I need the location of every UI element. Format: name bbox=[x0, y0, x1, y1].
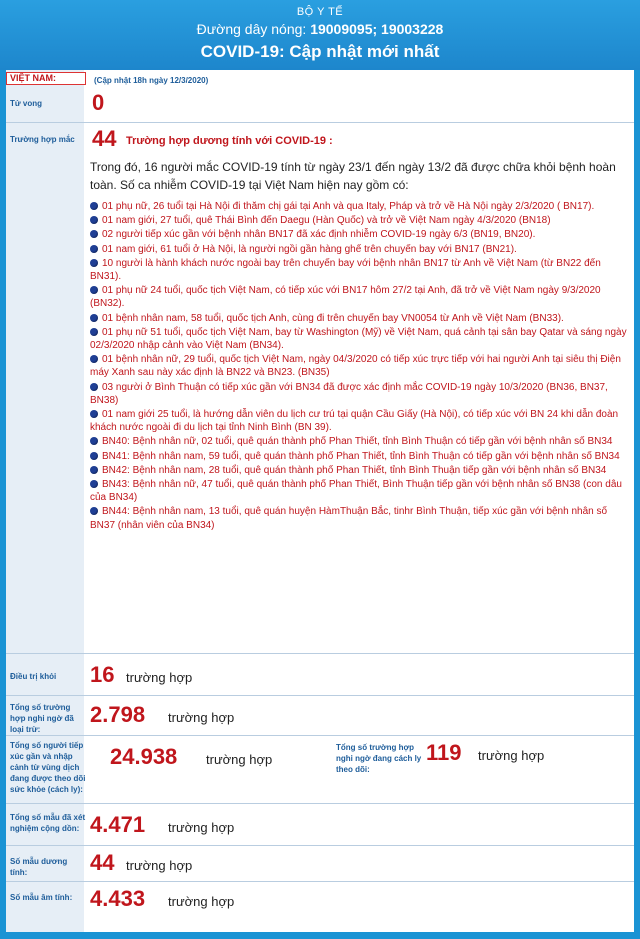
bullet-icon bbox=[90, 410, 98, 418]
case-list bbox=[90, 200, 630, 533]
case-list-item bbox=[90, 284, 630, 310]
case-list-item-text: BN42: Bệnh nhân nam, 28 tuổi, quê quán thành phố Phan Thiết, tỉnh Bình Thuận tiếp gần với bệnh nhân số BN34 bbox=[102, 464, 607, 476]
bullet-icon bbox=[90, 202, 98, 210]
suspected-value: 2.798 bbox=[90, 702, 146, 727]
case-list-item bbox=[90, 464, 630, 477]
bullet-icon bbox=[90, 452, 98, 460]
case-list-item bbox=[90, 381, 630, 407]
tested-unit: trường hợp bbox=[168, 820, 235, 835]
hotline-numbers[interactable]: 19009095; 19003228 bbox=[310, 21, 444, 37]
cases-label: Trường hợp mắc bbox=[10, 135, 75, 144]
case-list-item bbox=[90, 312, 630, 325]
case-list-item-text: BN44: Bệnh nhân nam, 13 tuổi, quê quán huyện HàmThuận Bắc, tinhr Bình Thuận, tiếp xúc gần với bệnh nhân số BN37 (nhân viên của BN34) bbox=[90, 506, 608, 531]
case-list-item-text: 01 nam giới 25 tuổi, là hướng dẫn viên du lịch cư trú tại quận Cầu Giấy (Hà Nội), có tiếp xúc với BN 24 khi dẫn đoàn khách nước ngoài đi du lịch tại tỉnh Ninh Bình (BN 39). bbox=[90, 409, 619, 434]
tested-label: Tổng số mẫu đã xét nghiệm cộng dồn: bbox=[10, 813, 86, 833]
monitored-label: Tổng số người tiếp xúc gần và nhập cảnh từ vùng dịch đang được theo dõi sức khỏe (cách ly): bbox=[10, 741, 86, 794]
divider bbox=[6, 695, 634, 696]
negative-value: 4.433 bbox=[90, 886, 146, 911]
bullet-icon bbox=[90, 314, 98, 322]
isolated-suspected-value: 119 bbox=[426, 740, 462, 765]
bullet-icon bbox=[90, 230, 98, 238]
case-list-item-text: 01 phụ nữ 51 tuổi, quốc tịch Việt Nam, bay từ Washington (Mỹ) về Việt Nam, quá cảnh tại sân bay Qatar và sáng ngày 02/3/2020 nhập cảnh vào Việt Nam (BN34). bbox=[90, 326, 627, 352]
recovered-value: 16 bbox=[90, 662, 115, 687]
recovered-unit: trường hợp bbox=[126, 670, 193, 685]
bullet-icon bbox=[90, 383, 98, 391]
recovered-label: Điều trị khỏi bbox=[10, 672, 57, 681]
stats-card bbox=[6, 70, 634, 932]
negative-label: Số mẫu âm tính: bbox=[10, 893, 73, 902]
positive-unit: trường hợp bbox=[126, 858, 193, 873]
case-list-item-text: BN41: Bệnh nhân nam, 59 tuổi, quê quán thành phố Phan Thiết, tỉnh Bình Thuận có tiếp gần với bệnh nhân số BN34 bbox=[102, 450, 620, 462]
case-list-item-text: 02 người tiếp xúc gần với bệnh nhân BN17 đã xác định nhiễm COVID-19 ngày 6/3 (BN19, BN20). bbox=[102, 229, 536, 241]
bullet-icon bbox=[90, 286, 98, 294]
cases-value: 44 bbox=[92, 126, 117, 151]
bullet-icon bbox=[90, 328, 98, 336]
suspected-unit: trường hợp bbox=[168, 710, 235, 725]
case-list-item-text: BN43: Bệnh nhân nữ, 47 tuổi, quê quán thành phố Phan Thiết, Bình Thuận tiếp gần với bệnh nhân số BN38 (con dâu của BN34) bbox=[90, 479, 622, 504]
divider bbox=[6, 881, 634, 882]
case-list-item-text: 10 người là hành khách nước ngoài bay trên chuyến bay với bệnh nhân BN17 từ Anh về Việt Nam (từ BN22 đến BN31). bbox=[90, 257, 601, 283]
hotline bbox=[0, 21, 640, 37]
suspected-label: Tổng số trường hợp nghi ngờ đã loại trừ: bbox=[10, 703, 74, 734]
case-list-item bbox=[90, 200, 630, 213]
divider bbox=[6, 803, 634, 804]
divider bbox=[6, 845, 634, 846]
cases-intro: Trong đó, 16 người mắc COVID-19 tính từ ngày 23/1 đến ngày 13/2 đã được chữa khỏi bệnh hoàn toàn. Số ca nhiễm COVID-19 tại Việt Nam hiện nay gồm có: bbox=[90, 160, 616, 192]
monitored-unit: trường hợp bbox=[206, 752, 273, 767]
divider bbox=[6, 122, 634, 123]
negative-unit: trường hợp bbox=[168, 894, 235, 909]
case-list-item bbox=[90, 214, 630, 227]
bullet-icon bbox=[90, 216, 98, 224]
positive-label: Số mẫu dương tính: bbox=[10, 857, 68, 877]
case-list-item-text: 01 bệnh nhân nam, 58 tuổi, quốc tịch Anh, cùng đi trên chuyến bay VN0054 từ Anh về Việt Nam (BN33). bbox=[102, 312, 564, 324]
country-label: VIỆT NAM: bbox=[6, 72, 86, 85]
bullet-icon bbox=[90, 259, 98, 267]
bullet-icon bbox=[90, 355, 98, 363]
bullet-icon bbox=[90, 245, 98, 253]
case-list-item-text: 03 người ở Bình Thuận có tiếp xúc gần với BN34 đã được xác định mắc COVID-19 ngày 10/3/2020 (BN36, BN37, BN38) bbox=[90, 381, 608, 406]
case-list-item-text: 01 phụ nữ 24 tuổi, quốc tịch Việt Nam, có tiếp xúc với BN17 hôm 27/2 tại Anh, đã trở về Việt Nam ngày 9/3/2020 (BN32). bbox=[90, 285, 601, 310]
case-list-item-text: 01 nam giới, 27 tuổi, quê Thái Bình đến Daegu (Hàn Quốc) và trở về Việt Nam ngày 4/3/2020 (BN18) bbox=[102, 215, 551, 227]
case-list-item bbox=[90, 228, 630, 241]
case-list-item-text: BN40: Bệnh nhân nữ, 02 tuổi, quê quán thành phố Phan Thiết, tỉnh Bình Thuận có tiếp gần với bệnh nhân số BN34 bbox=[102, 436, 613, 448]
hotline-label: Đường dây nóng: bbox=[196, 21, 307, 37]
monitored-value: 24.938 bbox=[110, 744, 178, 769]
case-list-item-text: 01 phụ nữ, 26 tuổi tại Hà Nội đi thăm chị gái tại Anh và qua Italy, Pháp và trở về Hà Nội ngày 2/3/2020 ( BN17). bbox=[102, 201, 595, 212]
isolated-suspected-label: Tổng số trường hợp nghi ngờ đang cách ly theo dõi: bbox=[336, 743, 422, 774]
deaths-value: 0 bbox=[92, 90, 105, 115]
case-list-item bbox=[90, 435, 630, 448]
page-title: COVID-19: Cập nhật mới nhất bbox=[200, 42, 440, 61]
case-list-item-text: 01 nam giới, 61 tuổi ở Hà Nội, là người ngồi gần hàng ghế trên chuyến bay với BN17 (BN21). bbox=[102, 243, 517, 255]
deaths-label: Tử vong bbox=[10, 99, 43, 108]
header bbox=[0, 0, 640, 70]
case-list-item bbox=[90, 257, 630, 283]
case-list-item bbox=[90, 478, 630, 504]
organization-name: BỘ Y TẾ bbox=[296, 6, 344, 18]
positive-value: 44 bbox=[90, 850, 115, 875]
case-list-item bbox=[90, 505, 630, 531]
bullet-icon bbox=[90, 480, 98, 488]
tested-value: 4.471 bbox=[90, 812, 146, 837]
bullet-icon bbox=[90, 466, 98, 474]
isolated-suspected-unit: trường hợp bbox=[478, 748, 545, 763]
case-list-item bbox=[90, 408, 630, 434]
bullet-icon bbox=[90, 437, 98, 445]
update-note: (Cập nhật 18h ngày 12/3/2020) bbox=[94, 76, 209, 85]
divider bbox=[6, 653, 634, 654]
case-list-item-text: 01 bệnh nhân nữ, 29 tuổi, quốc tịch Việt Nam, ngày 04/3/2020 có tiếp xúc trực tiếp với hai người Anh tại siêu thị Điện máy Xanh sau này xác định là BN22 và BN23. (BN35) bbox=[90, 354, 621, 379]
case-list-item bbox=[90, 353, 630, 379]
case-list-item bbox=[90, 450, 630, 463]
case-list-item bbox=[90, 243, 630, 256]
bullet-icon bbox=[90, 507, 98, 515]
divider bbox=[6, 735, 634, 736]
cases-heading: Trường hợp dương tính với COVID-19 : bbox=[126, 135, 333, 147]
case-list-item bbox=[90, 326, 630, 352]
